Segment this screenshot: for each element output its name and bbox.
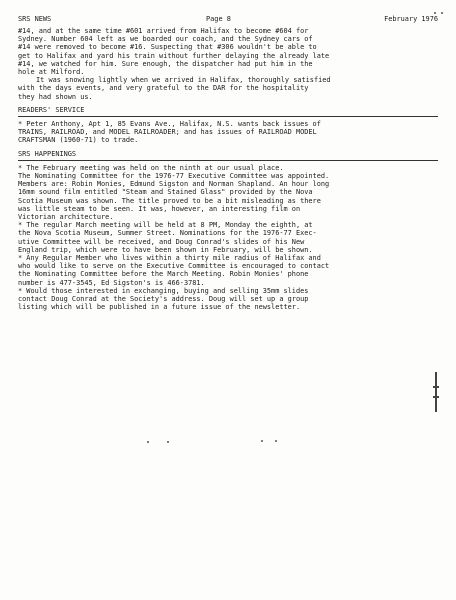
section-divider (18, 160, 438, 161)
text-line: the Nominating Committee before the March Meeting. Robin Monies' phone (18, 270, 309, 279)
readers-service-paragraph (18, 120, 438, 145)
page-body (18, 27, 438, 312)
text-line: Scotia Museum was shown. The title proved to be a bit misleading as there (18, 196, 321, 205)
happenings-paragraph-4 (18, 287, 438, 312)
happenings-paragraph-1 (18, 164, 438, 221)
newsletter-name: SRS NEWS (18, 15, 52, 23)
scan-speck (434, 12, 436, 14)
text-line: Victorian architecture. (18, 213, 114, 222)
section-heading-srs-happenings: SRS HAPPENINGS (18, 149, 77, 158)
page-header (18, 15, 438, 25)
text-line: was little steam to be seen. It was, however, an interesting film on (18, 204, 301, 213)
happenings-paragraph-3 (18, 254, 438, 287)
text-line: CRAFTSMAN (1960-71) to trade. (18, 136, 139, 145)
text-line: the Nova Scotia Museum, Summer Street. Nominations for the 1976-77 Exec- (18, 229, 317, 238)
scan-speck (147, 441, 149, 443)
text-line: England trip, which were to have been shown in February, will be shown. (18, 245, 313, 254)
text-line: #14 were removed to become #16. Suspecting that #306 wouldn't be able to (18, 43, 317, 52)
text-line: * Would those interested in exchanging, buying and selling 35mm slides (18, 286, 309, 295)
section-divider (18, 116, 438, 117)
text-line: * The February meeting was held on the ninth at our usual place. (18, 163, 284, 172)
text-line: listing which will be published in a future issue of the newsletter. (18, 303, 301, 312)
text-line: * Any Regular Member who lives within a thirty mile radius of Halifax and (18, 254, 321, 263)
text-line: #14, we watched for him. Sure enough, the dispatcher had put him in the (18, 59, 313, 68)
text-line: * Peter Anthony, Apt 1, 85 Evans Ave., Halifax, N.S. wants back issues of (18, 120, 321, 129)
text-line: who would like to serve on the Executive Committee is encouraged to contact (18, 262, 330, 271)
intro-paragraph (18, 27, 438, 76)
text-line: Members are: Robin Monies, Edmund Sigston and Norman Shapland. An hour long (18, 180, 330, 189)
text-line: number is 477-3545, Ed Sigston's is 466-3781. (18, 278, 205, 287)
section-heading-readers-service: READERS' SERVICE (18, 105, 85, 114)
happenings-paragraph-2 (18, 221, 438, 254)
text-line: 16mm sound film entitled "Steam and Stained Glass" provided by the Nova (18, 188, 313, 197)
scan-speck (441, 12, 443, 14)
text-line: TRAINS, RAILROAD, and MODEL RAILROADER; and has issues of RAILROAD MODEL (18, 128, 317, 137)
text-line: It was snowing lightly when we arrived in Halifax, thoroughly satisfied (36, 76, 331, 85)
text-line: hole at Milford. (18, 68, 85, 77)
text-line: they had shown us. (18, 92, 93, 101)
text-line: The Nominating Committee for the 1976-77 Executive Committee was appointed. (18, 172, 330, 181)
scan-speck (261, 440, 263, 442)
margin-mark (433, 372, 439, 412)
issue-date: February 1976 (384, 15, 438, 23)
page-number: Page 8 (206, 15, 231, 23)
text-line: #14, and at the same time #601 arrived from Halifax to become #604 for (18, 27, 309, 35)
text-line: Sydney. Number 604 left as we boarded our coach, and the Sydney cars of (18, 35, 313, 44)
text-line: * The regular March meeting will be held at 8 PM, Monday the eighth, at (18, 221, 313, 230)
text-line: utive Committee will be received, and Doug Conrad's slides of his New (18, 237, 305, 246)
closing-paragraph (18, 76, 438, 101)
text-line: with the days events, and very grateful to the DAR for the hospitality (18, 84, 309, 93)
scan-speck (167, 441, 169, 443)
text-line: contact Doug Conrad at the Society's address. Doug will set up a group (18, 295, 309, 304)
text-line: get to Halifax and yard his train without further delaying the already late (18, 51, 330, 60)
scan-speck (275, 440, 277, 442)
